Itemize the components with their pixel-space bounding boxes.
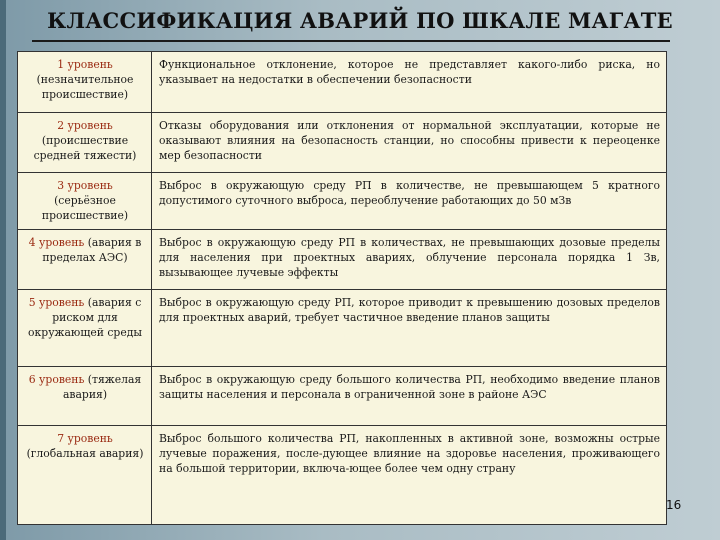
description-cell: Отказы оборудования или отклонения от нормальной эксплуатации, которые не оказывают влияния на безопасность станции, но способны привести к переоценке мер безопасности bbox=[152, 113, 667, 173]
level-name: 2 уровень bbox=[57, 119, 113, 132]
description-cell: Выброс в окружающую среду РП в количествах, не превышающих дозовые пределы для населения при проектных авариях, облучение персонала порядка 1 Зв, вызывающее лучевые эффекты bbox=[152, 230, 667, 290]
description-cell: Выброс в окружающую среду большого количества РП, необходимо введение планов защиты населения и персонала в ограниченной зоне в районе АЭС bbox=[152, 367, 667, 426]
title-underline bbox=[32, 40, 670, 42]
level-cell bbox=[18, 173, 152, 230]
level-detail: (серьёзное происшествие) bbox=[41, 194, 129, 223]
level-cell bbox=[18, 230, 152, 290]
table-row bbox=[18, 290, 667, 367]
description-cell: Выброс в окружающую среду РП в количестве, не превышающем 5 кратного допустимого суточного выброса, переоблучение работающих до 50 мЗв bbox=[152, 173, 667, 230]
level-name: 4 уровень bbox=[28, 236, 85, 249]
level-name: 6 уровень bbox=[28, 373, 85, 386]
description-cell: Выброс большого количества РП, накопленных в активной зоне, возможны острые лучевые поражения, после-дующее влияние на здоровье населения, проживающего на большой территории, включа-ющее более чем одну страну bbox=[152, 426, 667, 525]
level-name: 5 уровень bbox=[28, 296, 85, 309]
level-detail: (глобальная авария) bbox=[26, 447, 144, 461]
iaea-scale-table bbox=[17, 51, 667, 525]
table-row bbox=[18, 230, 667, 290]
level-cell bbox=[18, 426, 152, 525]
table-row bbox=[18, 52, 667, 113]
level-detail: (происшествие средней тяжести) bbox=[33, 134, 137, 163]
table-row bbox=[18, 113, 667, 173]
level-name: 1 уровень bbox=[57, 58, 113, 71]
description-cell: Функциональное отклонение, которое не представляет какого-либо риска, но указывает на недостатки в обеспечении безопасности bbox=[152, 52, 667, 113]
level-detail: (авария с риском для окружающей среды bbox=[28, 296, 142, 340]
level-cell bbox=[18, 52, 152, 113]
level-detail: (тяжелая авария) bbox=[62, 373, 142, 402]
level-cell bbox=[18, 290, 152, 367]
level-detail: (незначительное происшествие) bbox=[36, 73, 134, 102]
slide-title: КЛАССИФИКАЦИЯ АВАРИЙ ПО ШКАЛЕ МАГАТЕ bbox=[47, 8, 673, 33]
table-row bbox=[18, 367, 667, 426]
slide-edge-band bbox=[0, 0, 6, 540]
level-name: 3 уровень bbox=[57, 179, 113, 192]
description-cell: Выброс в окружающую среду РП, которое приводит к превышению дозовых пределов для проектных аварий, требует частичное введение планов защиты bbox=[152, 290, 667, 367]
level-name: 7 уровень bbox=[57, 432, 113, 445]
level-cell bbox=[18, 367, 152, 426]
table-row bbox=[18, 173, 667, 230]
page-number: 16 bbox=[666, 498, 682, 512]
level-cell bbox=[18, 113, 152, 173]
level-detail: (авария в пределах АЭС) bbox=[42, 236, 142, 265]
table-row bbox=[18, 426, 667, 525]
